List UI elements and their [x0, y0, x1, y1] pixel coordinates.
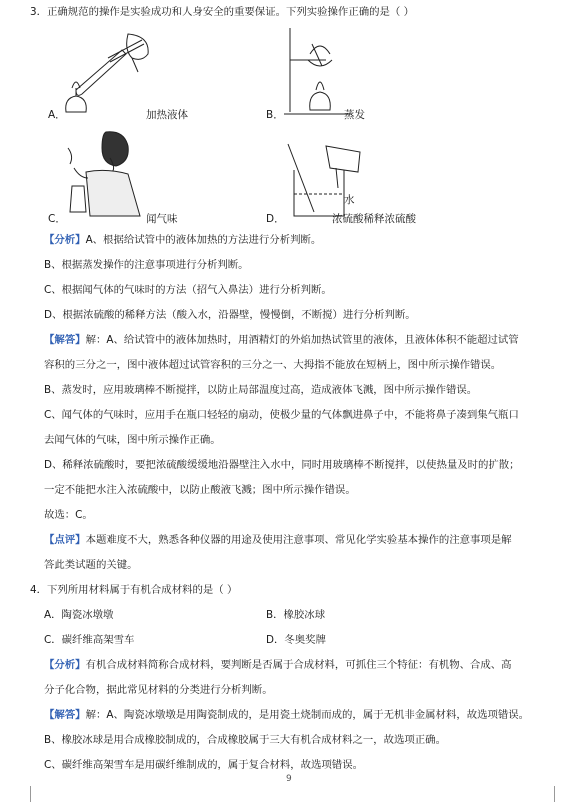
q3-analysis-line-2: B、根据蒸发操作的注意事项进行分析判断。 [44, 259, 249, 271]
solution-tag: 【解答】 [44, 334, 86, 346]
q3-option-b-caption: 蒸发 [344, 109, 365, 121]
q3-analysis-line-3: C、根据闻气体的气味时的方法（招气入鼻法）进行分析判断。 [44, 284, 332, 296]
q3-comment-line-2: 答此类试题的关键。 [44, 559, 138, 571]
figure-heating-liquid [62, 32, 152, 118]
q4-solution-line-2: B、橡胶冰球是用合成橡胶制成的，合成橡胶属于三大有机合成材料之一，故选项正确。 [44, 734, 446, 746]
q4-analysis-line-1: 【分析】有机合成材料简称合成材料，要判断是否属于合成材料，可抓住三个特征：有机物、合成、高 [44, 659, 512, 671]
q3-solution-line-6: D、稀释浓硫酸时，要把浓硫酸缓缓地沿器壁注入水中，同时用玻璃棒不断搅拌，以使热量及时的扩散； [44, 459, 520, 471]
q4-option-d: D．冬奥奖牌 [266, 634, 326, 646]
q3-solution-line-7: 一定不能把水注入浓硫酸中，以防止酸液飞溅；图中所示操作错误。 [44, 484, 356, 496]
page-number: 9 [286, 774, 292, 784]
q3-answer: 故选：C。 [44, 509, 93, 521]
figure-evaporation [282, 24, 358, 120]
q4-option-b: B．橡胶冰球 [266, 609, 326, 621]
q3-option-a-caption: 加热液体 [146, 109, 188, 121]
q3-option-d-letter: D． [266, 213, 285, 225]
q4-solution-line-3: C、碳纤维高架雪车是用碳纤维制成的，属于复合材料，故选项错误。 [44, 759, 363, 771]
q3-solution-line-5: 去闻气体的气味，图中所示操作正确。 [44, 434, 221, 446]
q3-solution-line-2: 容积的三分之一，图中液体超过试管容积的三分之一、大拇指不能放在短柄上，图中所示操作错误。 [44, 359, 502, 371]
page-edge-right [554, 786, 555, 802]
q4-option-a: A．陶瓷冰墩墩 [44, 609, 114, 621]
q3-comment-line-1: 【点评】本题难度不大，熟悉各种仪器的用途及使用注意事项、常见化学实验基本操作的注意事项是解 [44, 534, 512, 546]
q3-option-c-letter: C． [48, 213, 66, 225]
analysis-tag: 【分析】 [44, 234, 86, 246]
page-edge-left [30, 786, 31, 802]
q4-analysis-line-2: 分子化合物，据此常见材料的分类进行分析判断。 [44, 684, 273, 696]
q4-solution-line-1: 【解答】解：A、陶瓷冰墩墩是用陶瓷制成的，是用瓷土烧制而成的，属于无机非金属材料，故选项错误。 [44, 709, 530, 721]
comment-tag: 【点评】 [44, 534, 86, 546]
q3-analysis-line-1: 【分析】A、根据给试管中的液体加热的方法进行分析判断。 [44, 234, 322, 246]
q3-analysis-line-4: D、根据浓硫酸的稀释方法（酸入水，沿器壁，慢慢倒，不断搅）进行分析判断。 [44, 309, 416, 321]
q3-option-c-caption: 闻气味 [146, 213, 178, 225]
q3-stem: 3．正确规范的操作是实验成功和人身安全的重要保证。下列实验操作正确的是（ ） [30, 6, 414, 18]
figure-diluting-acid [284, 142, 384, 220]
q3-option-d-caption: 浓硫酸稀释浓硫酸 [332, 213, 416, 225]
q3-option-b-letter: B． [266, 109, 284, 121]
q4-option-c: C．碳纤维高架雪车 [44, 634, 135, 646]
q3-solution-line-1: 【解答】解：A、给试管中的液体加热时，用酒精灯的外焰加热试管里的液体，且液体体积不能超过试管 [44, 334, 519, 346]
q3-solution-line-3: B、蒸发时，应用玻璃棒不断搅拌，以防止局部温度过高，造成液体飞溅，图中所示操作错误。 [44, 384, 478, 396]
q3-solution-line-4: C、闻气体的气味时，应用手在瓶口轻轻的扇动，使极少量的气体飘进鼻子中，不能将鼻子凑到集气瓶口 [44, 409, 519, 421]
water-label: 水 [344, 194, 355, 206]
q4-stem: 4．下列所用材料属于有机合成材料的是（ ） [30, 584, 238, 596]
q3-option-a-letter: A． [48, 109, 66, 121]
figure-smelling-gas [66, 128, 156, 218]
